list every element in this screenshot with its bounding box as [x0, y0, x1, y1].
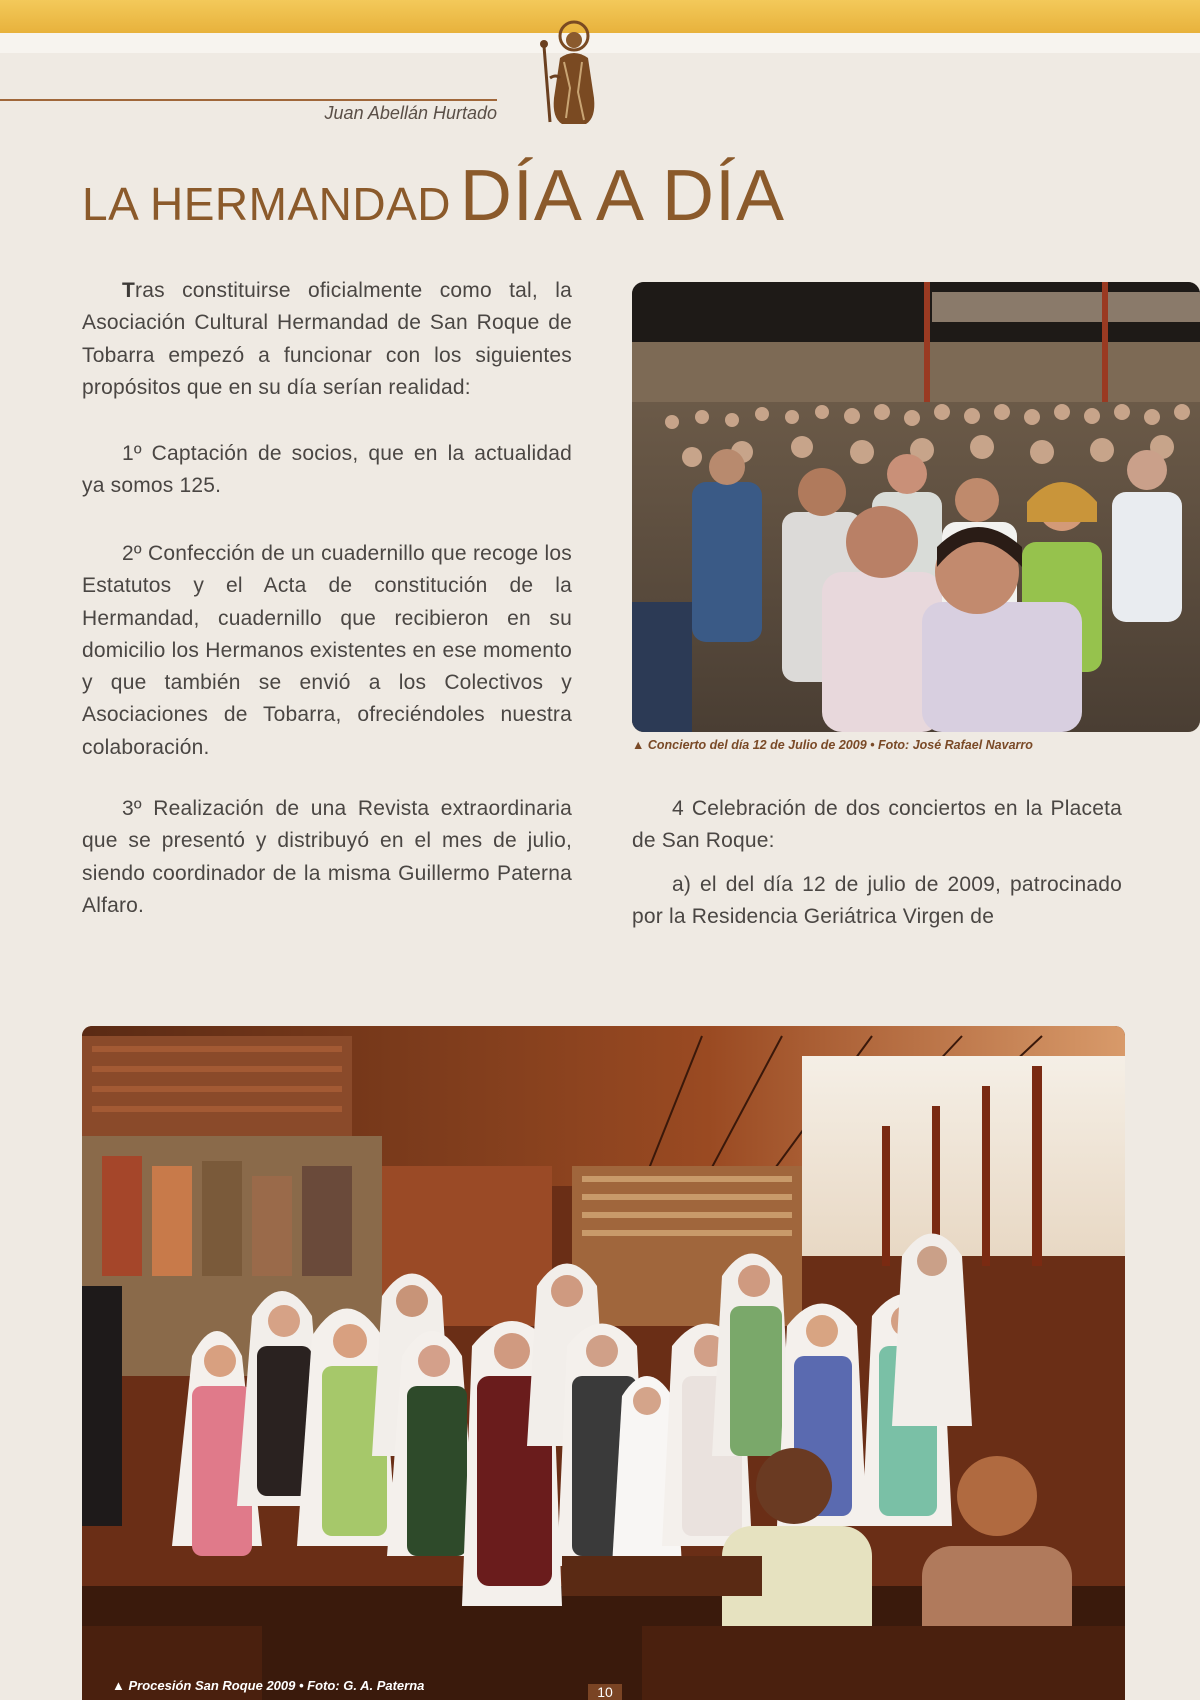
- intro-dropcap: T: [122, 279, 136, 302]
- page-number: 10: [588, 1684, 622, 1700]
- item-1-paragraph: 1º Captación de socios, que en la actualidad ya somos 125.: [82, 442, 572, 498]
- intro-paragraph: [82, 275, 572, 404]
- author-name: Juan Abellán Hurtado: [324, 103, 497, 123]
- item-3-paragraph: 3º Realización de una Revista extraordinaria que se presentó y distribuyó en el mes de julio, siendo coordinador de la misma Guillermo Paterna Alfaro.: [82, 797, 572, 917]
- saint-roque-logo: [536, 18, 612, 126]
- title-part-2: DÍA A DÍA: [459, 156, 786, 236]
- intro-text: ras constituirse oficialmente como tal, la Asociación Cultural Hermandad de San Roque de Tobarra empezó a funcionar con los siguientes propósitos que en su día serían realidad:: [82, 279, 572, 399]
- header-rule: [0, 99, 497, 101]
- item-4a-paragraph: a) el del día 12 de julio de 2009, patrocinado por la Residencia Geriátrica Virgen de: [632, 873, 1122, 929]
- article-title: [82, 156, 786, 236]
- item-4-paragraph: 4 Celebración de dos conciertos en la Placeta de San Roque:: [632, 797, 1122, 853]
- title-part-1: LA HERMANDAD: [82, 178, 451, 230]
- concert-photo: [632, 282, 1200, 732]
- item-2-paragraph: 2º Confección de un cuadernillo que recoge los Estatutos y el Acta de constitución de la Hermandad, cuadernillo que recibieron en su domicilio los Hermanos existentes en ese momento y que también se envió a los Colectivos y Asociaciones de Tobarra, ofreciéndoles nuestra colaboración.: [82, 542, 572, 759]
- procession-caption: ▲ Procesión San Roque 2009 • Foto: G. A. Paterna: [112, 1678, 425, 1693]
- procession-photo: [82, 1026, 1125, 1700]
- concert-caption: ▲ Concierto del día 12 de Julio de 2009 • Foto: José Rafael Navarro: [632, 738, 1033, 752]
